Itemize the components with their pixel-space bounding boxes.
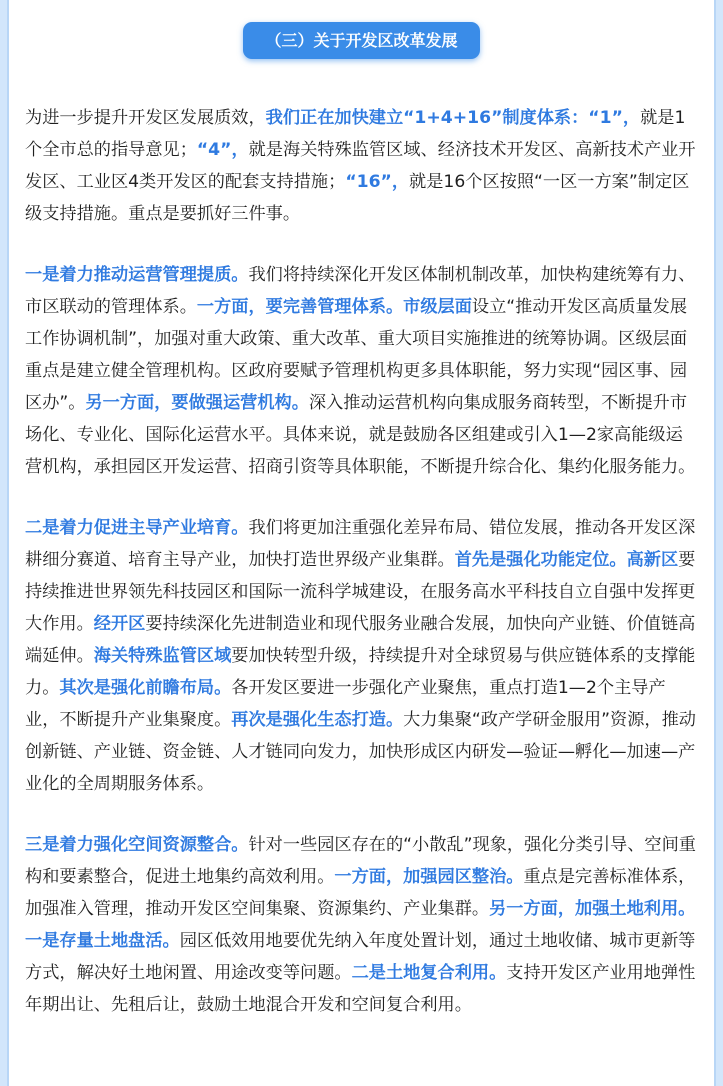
page-frame-right: [714, 0, 723, 1086]
highlight-segment: 另一方面，加强土地利用。一是存量土地盘活。: [25, 899, 696, 951]
text-segment: 深入推动运营机构向集成服务商转型，不断提升市场化、专业化、国际化运营水平。具体来说，就是鼓励各区组建或引入1—2家高能级运营机构，承担园区开发运营、招商引资等具体职能，不断提升综合化、集约化服务能力。: [25, 393, 696, 477]
highlight-segment: 二是土地复合利用。: [351, 963, 507, 983]
highlight-segment: “16”，: [345, 172, 410, 192]
operations-management-paragraph: [25, 259, 699, 483]
text-segment: 就是1个全市总的指导意见；: [25, 108, 686, 160]
highlight-segment: “4”，: [196, 140, 249, 160]
highlight-segment: 其次是强化前瞻布局。: [59, 678, 232, 698]
page-frame-left: [0, 0, 9, 1086]
highlight-segment: 经开区: [93, 614, 146, 634]
article-body: [25, 102, 699, 1050]
highlight-segment: 三是着力强化空间资源整合。: [25, 835, 249, 855]
text-segment: 支持开发区产业用地弹性年期出让、先租后让，鼓励土地混合开发和空间复合利用。: [25, 963, 696, 1015]
highlight-segment: 我们正在加快建立“1+4+16”制度体系：“1”，: [265, 108, 641, 128]
intro-paragraph: [25, 102, 699, 230]
text-segment: 重点是完善标准体系，加强准入管理，推动开发区空间集聚、资源集约、产业集群。: [25, 867, 696, 919]
text-segment: 要持续推进世界领先科技园区和国际一流科学城建设，在服务高水平科技自立自强中发挥更大作用。: [25, 550, 696, 634]
text-segment: 我们将持续深化开发区体制机制改革，加快构建统筹有力、市区联动的管理体系。: [25, 265, 696, 317]
section-heading-wrap: [0, 22, 723, 59]
highlight-segment: 一是着力推动运营管理提质。: [25, 265, 249, 285]
text-segment: 大力集聚“政产学研金服用”资源，推动创新链、产业链、资金链、人才链同向发力，加快形成区内研发—验证—孵化—加速—产业化的全周期服务体系。: [25, 710, 696, 794]
highlight-segment: 再次是强化生态打造。: [231, 710, 404, 730]
text-segment: 为进一步提升开发区发展质效，: [25, 108, 266, 128]
text-segment: 要持续深化先进制造业和现代服务业融合发展，加快向产业链、价值链高端延伸。: [25, 614, 696, 666]
text-segment: 各开发区要进一步强化产业聚焦，重点打造1—2个主导产业，不断提升产业集聚度。: [25, 678, 666, 730]
text-segment: 我们将更加注重强化差异布局、错位发展，推动各开发区深耕细分赛道、培育主导产业，加快打造世界级产业集群。: [25, 518, 696, 570]
text-segment: 设立“推动开发区高质量发展工作协调机制”，加强对重大政策、重大改革、重大项目实施推进的统筹协调。区级层面重点是建立健全管理机构。区政府要赋予管理机构更多具体职能，努力实现“园区事、园区办”。: [25, 297, 688, 413]
text-segment: 就是海关特殊监管区域、经济技术开发区、高新技术产业开发区、工业区4类开发区的配套支持措施；: [25, 140, 696, 192]
highlight-segment: 一方面，加强园区整治。: [334, 867, 524, 887]
highlight-segment: 另一方面，要做强运营机构。: [85, 393, 309, 413]
industry-cultivation-paragraph: [25, 512, 699, 800]
highlight-segment: 海关特殊监管区域: [93, 646, 232, 666]
text-segment: 要加快转型升级，持续提升对全球贸易与供应链体系的支撑能力。: [25, 646, 696, 698]
text-segment: 针对一些园区存在的“小散乱”现象，强化分类引导、空间重构和要素整合，促进土地集约高效利用。: [25, 835, 696, 887]
text-segment: 园区低效用地要优先纳入年度处置计划，通过土地收储、城市更新等方式，解决好土地闲置、用途改变等问题。: [25, 931, 696, 983]
highlight-segment: 首先是强化功能定位。高新区: [454, 550, 679, 570]
highlight-segment: 一方面，要完善管理体系。市级层面: [196, 297, 472, 317]
text-segment: 就是16个区按照“一区一方案”制定区级支持措施。重点是要抓好三件事。: [25, 172, 690, 224]
section-heading-badge: （三）关于开发区改革发展: [243, 22, 479, 59]
highlight-segment: 二是着力促进主导产业培育。: [25, 518, 249, 538]
spatial-resources-paragraph: [25, 829, 699, 1021]
